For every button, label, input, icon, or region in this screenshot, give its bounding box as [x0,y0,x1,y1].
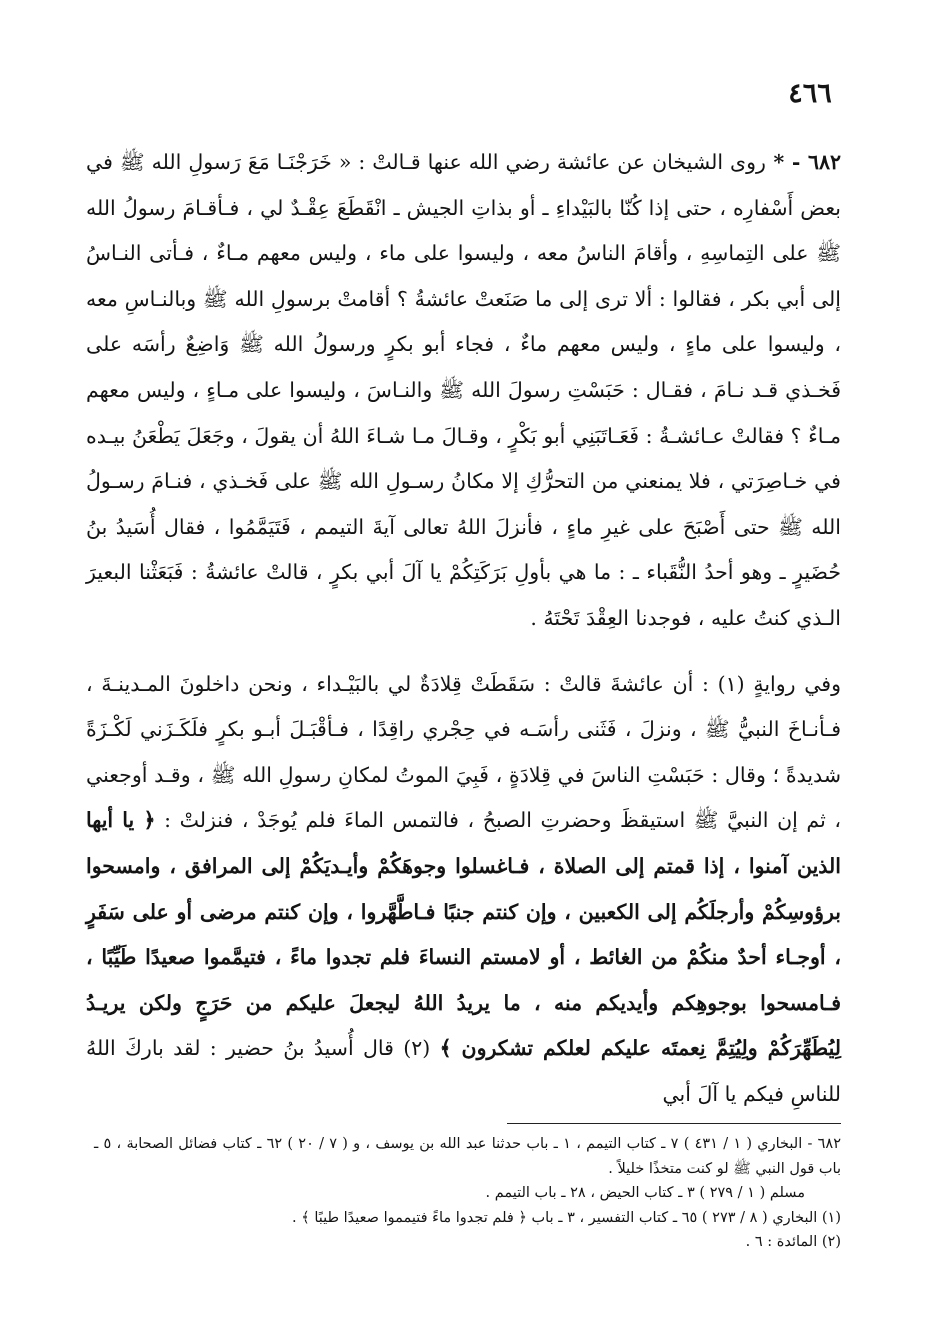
hadith-text: روى الشيخان عن عائشة رضي الله عنها قـالتْ : « خَرَجْنَـا مَعَ رَسولِ الله ﷺ في بعض أَسْفارِه ، حتى إذا كُنّا بالبَيْداءِ ـ أو بذاتِ الجيش ـ انْقَطَعَ عِقْـدٌ لي ، فـأقـامَ رسولُ الله ﷺ على التِماسِهِ ، وأقامَ الناسُ معه ، وليسوا على ماء ، وليس معهم مـاءٌ ، فـأتى النـاسُ إلى أبي بكر ، فقالوا : ألا ترى إلى ما صَنَعتْ عائشةُ ؟ أقامتْ برسولِ الله ﷺ وبالنـاسِ معه ، وليسوا على ماءٍ ، وليس معهم ماءٌ ، فجاء أبو بكرٍ ورسولُ الله ﷺ وَاضِعٌ رأسَه على فَخـذي قـد نـامَ ، فقـال : حَبَسْتِ رسولَ الله ﷺ والنـاسَ ، وليسوا على مـاءٍ ، وليس معهم مـاءٌ ؟ فقالتْ عـائشـةُ : فَعَـاتَبَنِي أبو بَكْرٍ ، وقـالَ مـا شـاءَ اللهُ أن يقولَ ، وجَعَلَ يَطْعَنُ بيـده في خـاصِرَتي ، فلا يمنعني من التحرُّكِ إلا مكانُ رسـولِ الله ﷺ على فَخـذي ، فنـامَ رسـولُ الله ﷺ حتى أَصْبَحَ على غيرِ ماءٍ ، فأنزلَ اللهُ تعالى آيةَ التيمم ، فَتَيَمَّمُوا ، فقال أُسَيدُ بنُ حُضَيرٍ ـ وهو أحدُ النُّقَباء ـ : ما هي بأولِ بَرَكَتِكُمْ يا آلَ أبي بكرٍ ، قالتْ عائشةُ : فَبَعَثْنا البعيرَ الـذي كنتُ عليه ، فوجدنا العِقْدَ تَحْتَهُ . [86,150,841,630]
narration-text-continued: (٢) قال أُسيدُ بنُ حضير : لقد باركَ اللهُ للناسِ فيكم يا آلَ أبي [86,1036,841,1106]
narration-text: وفي روايةٍ (١) : أن عائشةَ قالتْ : سَقَطَتْ قِلادَةٌ لي بالبَيْـداء ، ونحن داخلونَ المـدينـةَ ، فـأنـاخَ النبيُّ ﷺ ، ونزلَ ، فَثَنى رأسَـه في حِجْري راقِدًا ، فـأقْبَـلَ أبـو بكرٍ فلَكَـزَني لَكْـزَةً شديدةً ؛ وقال : حَبَسْتِ الناسَ في قِلادَةٍ ، فَبِيَ الموتُ لمكانِ رسولِ الله ﷺ ، وقـد أوجعني ، ثم إن النبيَّ ﷺ استيقظَ وحضرتِ الصبحُ ، فالتمس الماءَ فلم يُوجَدْ ، فنزلتْ : [86,671,842,833]
footnote-divider [507,1123,841,1124]
hadith-paragraph [86,140,841,642]
quran-verse: ﴿ يا أيها الذين آمنوا ، إذا قمتم إلى الصلاة ، فـاغسلوا وجوهَكُمْ وأيـديَكُمْ إلى المرافق ، وامسحوا برؤوسِكُمْ وأرجلَكُم إلى الكعبين ، وإن كنتم جنبًا فـاطَّهَّروا ، وإن كنتم مرضى أو على سَفَرٍ ، أوجـاء أحدٌ منكُمْ من الغائط ، أو لامستم النساءَ فلم تجدوا ماءً ، فتيمَّموا صعيدًا طَيِّبًا ، فـامسحوا بوجوهِكم وأيديكم منه ، ما يريدُ اللهُ ليجعلَ عليكم من حَرَجٍ ولكن يريـدُ لِيُطَهِّرَكُمْ ولِيُتِمَّ نِعمتَه عليكم لعلكم تشكرون ﴾ [86,808,841,1061]
footnote: (١) البخاري ( ٨ / ٢٧٣ ) ٦٥ ـ كتاب التفسير ، ٣ ـ باب ﴿ فلم تجدوا ماءً فتيمموا صعيدًا طيبًا ﴾ . [292,1209,841,1226]
footnotes [94,1132,841,1255]
footnote: مسلم ( ١ / ٢٧٩ ) ٣ ـ كتاب الحيض ، ٢٨ ـ باب التيمم . [485,1185,805,1202]
narration-paragraph [86,662,841,1118]
footnote: (٢) المائدة : ٦ . [745,1234,841,1251]
footnote: ٦٨٢ - البخاري ( ١ / ٤٣١ ) ٧ ـ كتاب التيمم ، ١ ـ باب حدثنا عبد الله بن يوسف ، و ( ٧ / ٢٠ ) ٦٢ ـ كتاب فضائل الصحابة ، ٥ ـ باب قول النبي ﷺ لو كنت متخذًا خليلاً . [94,1136,841,1177]
main-text [86,140,841,1117]
page-number: ٤٦٦ [788,78,832,109]
hadith-number: ٦٨٢ - * [765,150,842,174]
